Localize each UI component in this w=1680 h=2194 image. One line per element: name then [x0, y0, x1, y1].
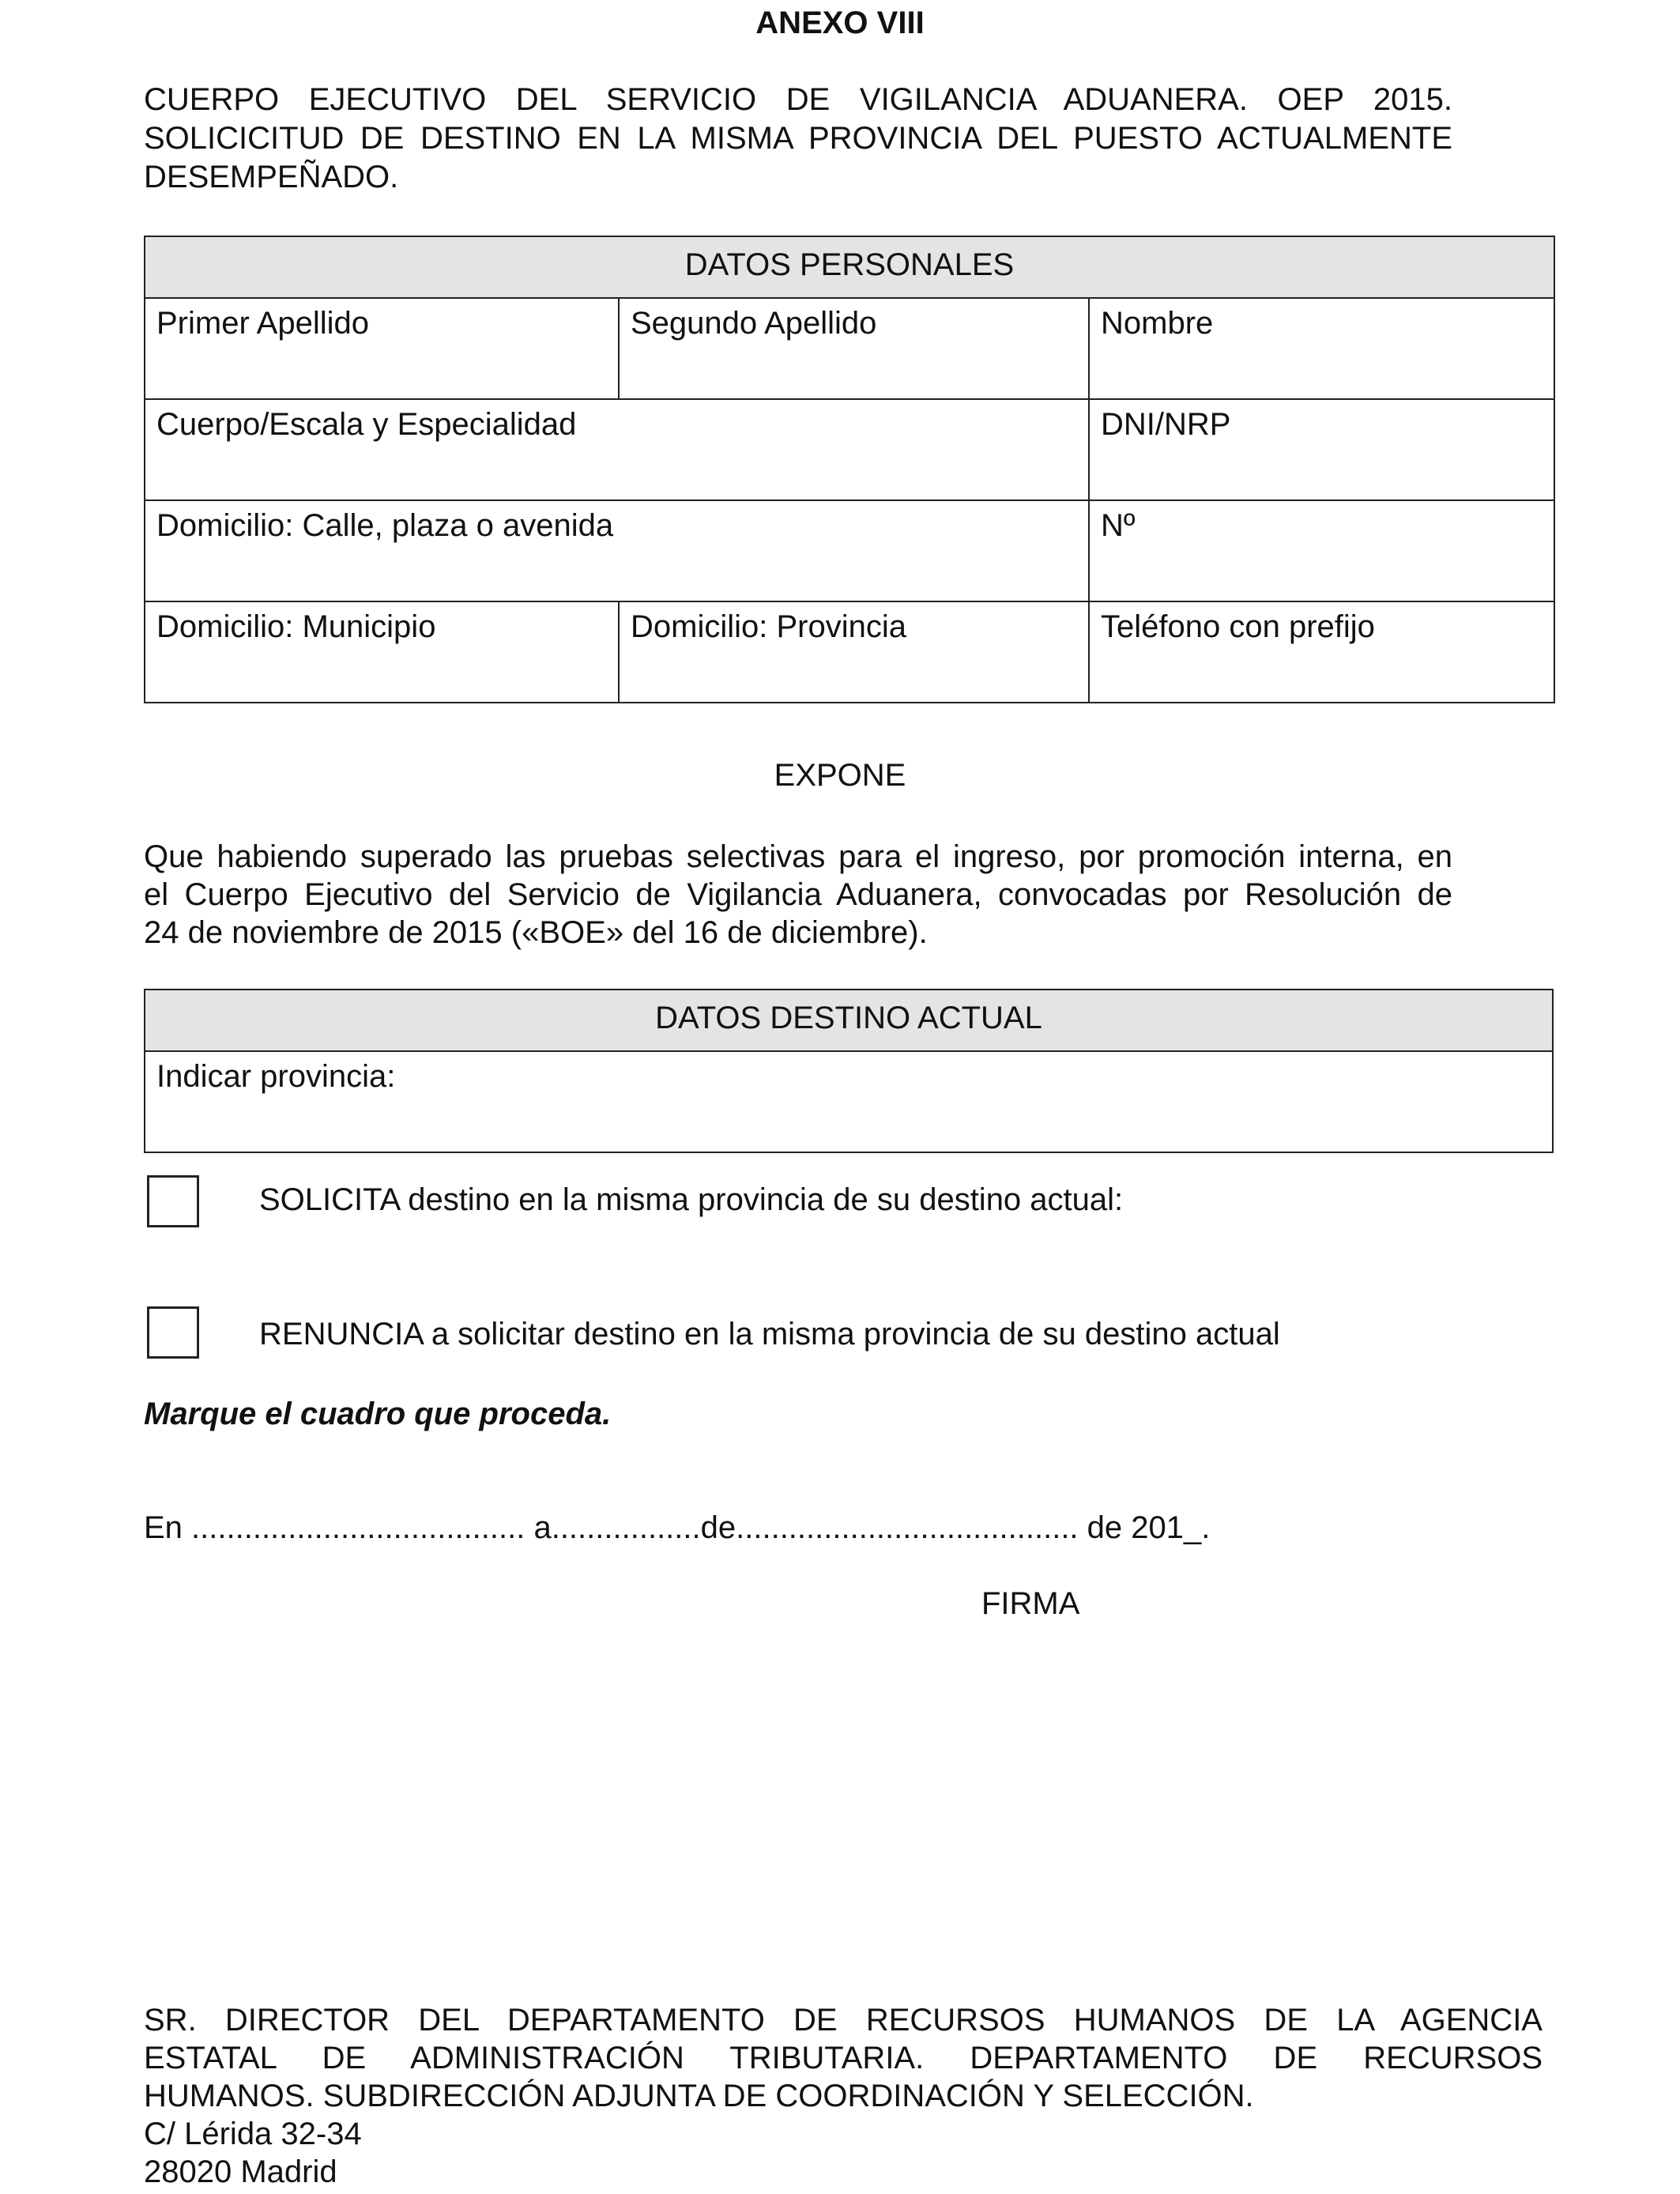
expone-paragraph — [144, 838, 1452, 952]
footer-line-4: C/ Lérida 32-34 — [144, 2117, 362, 2151]
personal-data-header: DATOS PERSONALES — [145, 236, 1554, 298]
expone-line-3: 24 de noviembre de 2015 («BOE» del 16 de diciembre). — [144, 915, 928, 950]
signature-label: FIRMA — [981, 1586, 1080, 1621]
current-destination-header: DATOS DESTINO ACTUAL — [145, 990, 1553, 1051]
solicita-option-label: SOLICITA destino en la misma provincia de su destino actual: — [259, 1182, 1124, 1217]
street-address-field[interactable]: Domicilio: Calle, plaza o avenida — [145, 500, 1089, 601]
province-field[interactable]: Domicilio: Provincia — [619, 601, 1089, 703]
second-surname-field[interactable]: Segundo Apellido — [619, 298, 1089, 399]
name-field[interactable]: Nombre — [1089, 298, 1554, 399]
expone-heading: EXPONE — [774, 758, 906, 793]
heading-line-3: DESEMPEÑADO. — [144, 160, 399, 194]
renuncia-option-label: RENUNCIA a solicitar destino en la misma provincia de su destino actual — [259, 1317, 1280, 1351]
heading-line-1: CUERPO EJECUTIVO DEL SERVICIO DE VIGILANCIA ADUANERA. OEP 2015. — [144, 82, 1452, 117]
annex-title: ANEXO VIII — [755, 6, 925, 40]
corps-scale-field[interactable]: Cuerpo/Escala y Especialidad — [145, 399, 1089, 500]
recipient-address — [144, 2001, 1543, 2191]
renuncia-checkbox[interactable] — [147, 1306, 199, 1359]
document-heading — [144, 81, 1452, 197]
current-destination-table — [144, 989, 1554, 1153]
street-number-field[interactable]: Nº — [1089, 500, 1554, 601]
solicita-checkbox[interactable] — [147, 1175, 199, 1227]
expone-line-1: Que habiendo superado las pruebas selectivas para el ingreso, por promoción interna, en — [144, 839, 1452, 874]
footer-line-2: ESTATAL DE ADMINISTRACIÓN TRIBUTARIA. DEPARTAMENTO DE RECURSOS — [144, 2041, 1543, 2075]
footer-line-1: SR. DIRECTOR DEL DEPARTAMENTO DE RECURSOS HUMANOS DE LA AGENCIA — [144, 2003, 1543, 2038]
place-date-line: En ...................................... a.................de....................................... de 201_. — [144, 1510, 1211, 1545]
expone-line-2: el Cuerpo Ejecutivo del Servicio de Vigilancia Aduanera, convocadas por Resolución de — [144, 877, 1452, 912]
heading-line-2: SOLICICITUD DE DESTINO EN LA MISMA PROVINCIA DEL PUESTO ACTUALMENTE — [144, 121, 1452, 156]
footer-line-3: HUMANOS. SUBDIRECCIÓN ADJUNTA DE COORDINACIÓN Y SELECCIÓN. — [144, 2079, 1254, 2113]
current-province-field[interactable]: Indicar provincia: — [145, 1051, 1553, 1152]
dni-nrp-field[interactable]: DNI/NRP — [1089, 399, 1554, 500]
personal-data-table — [144, 236, 1555, 703]
municipality-field[interactable]: Domicilio: Municipio — [145, 601, 619, 703]
instruction-note: Marque el cuadro que proceda. — [144, 1397, 612, 1431]
phone-field[interactable]: Teléfono con prefijo — [1089, 601, 1554, 703]
first-surname-field[interactable]: Primer Apellido — [145, 298, 619, 399]
footer-line-5: 28020 Madrid — [144, 2154, 337, 2189]
